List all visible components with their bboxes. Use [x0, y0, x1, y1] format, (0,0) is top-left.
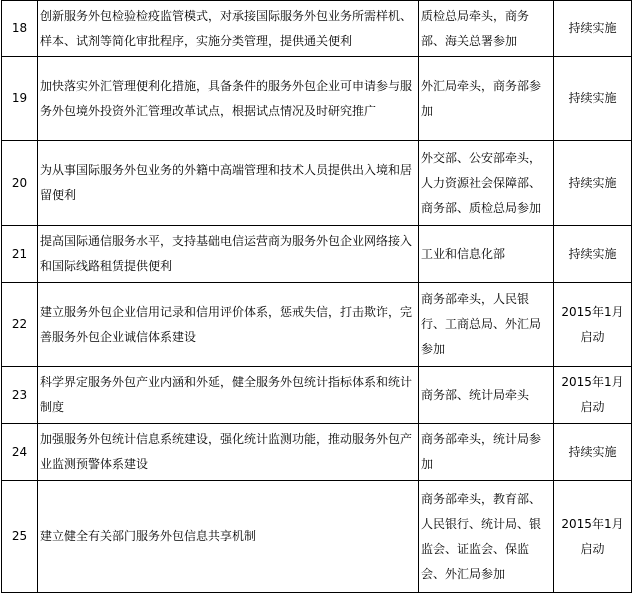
table-row — [2, 367, 632, 424]
row-number: 19 — [2, 57, 38, 141]
responsible-departments: 商务部牵头，教育部、人民银行、统计局、银监会、证监会、保监会、外汇局参加 — [419, 481, 554, 593]
task-description: 科学界定服务外包产业内涵和外延，健全服务外包统计指标体系和统计制度 — [38, 367, 419, 424]
task-description: 建立服务外包企业信用记录和信用评价体系，惩戒失信，打击欺诈，完善服务外包企业诚信体系建设 — [38, 283, 419, 367]
table-row — [2, 57, 632, 141]
timeline: 持续实施 — [554, 141, 632, 226]
timeline: 持续实施 — [554, 57, 632, 141]
row-number: 24 — [2, 424, 38, 481]
row-number: 23 — [2, 367, 38, 424]
responsible-departments: 商务部牵头，人民银行、工商总局、外汇局参加 — [419, 283, 554, 367]
responsible-departments: 外交部、公安部牵头，人力资源社会保障部、商务部、质检总局参加 — [419, 141, 554, 226]
row-number: 22 — [2, 283, 38, 367]
task-description: 为从事国际服务外包业务的外籍中高端管理和技术人员提供出入境和居留便利 — [38, 141, 419, 226]
table-row — [2, 481, 632, 593]
timeline: 持续实施 — [554, 1, 632, 57]
table-row — [2, 283, 632, 367]
task-description: 创新服务外包检验检疫监管模式，对承接国际服务外包业务所需样机、样本、试剂等简化审批程序，实施分类管理，提供通关便利 — [38, 1, 419, 57]
row-number: 18 — [2, 1, 38, 57]
table-row — [2, 1, 632, 57]
responsible-departments: 工业和信息化部 — [419, 226, 554, 283]
timeline: 2015年1月启动 — [554, 481, 632, 593]
table-row — [2, 424, 632, 481]
responsible-departments: 商务部、统计局牵头 — [419, 367, 554, 424]
task-description: 建立健全有关部门服务外包信息共享机制 — [38, 481, 419, 593]
task-description: 提高国际通信服务水平，支持基础电信运营商为服务外包企业网络接入和国际线路租赁提供便利 — [38, 226, 419, 283]
row-number: 20 — [2, 141, 38, 226]
timeline: 2015年1月启动 — [554, 367, 632, 424]
timeline: 2015年1月启动 — [554, 283, 632, 367]
timeline: 持续实施 — [554, 424, 632, 481]
task-description: 加强服务外包统计信息系统建设，强化统计监测功能，推动服务外包产业监测预警体系建设 — [38, 424, 419, 481]
task-description: 加快落实外汇管理便利化措施，具备条件的服务外包企业可申请参与服务外包境外投资外汇管理改革试点，根据试点情况及时研究推广 — [38, 57, 419, 141]
responsible-departments: 质检总局牵头，商务部、海关总署参加 — [419, 1, 554, 57]
table-row — [2, 226, 632, 283]
responsible-departments: 商务部牵头，统计局参加 — [419, 424, 554, 481]
table-row — [2, 141, 632, 226]
responsible-departments: 外汇局牵头，商务部参加 — [419, 57, 554, 141]
row-number: 21 — [2, 226, 38, 283]
policy-table — [1, 0, 632, 593]
timeline: 持续实施 — [554, 226, 632, 283]
row-number: 25 — [2, 481, 38, 593]
